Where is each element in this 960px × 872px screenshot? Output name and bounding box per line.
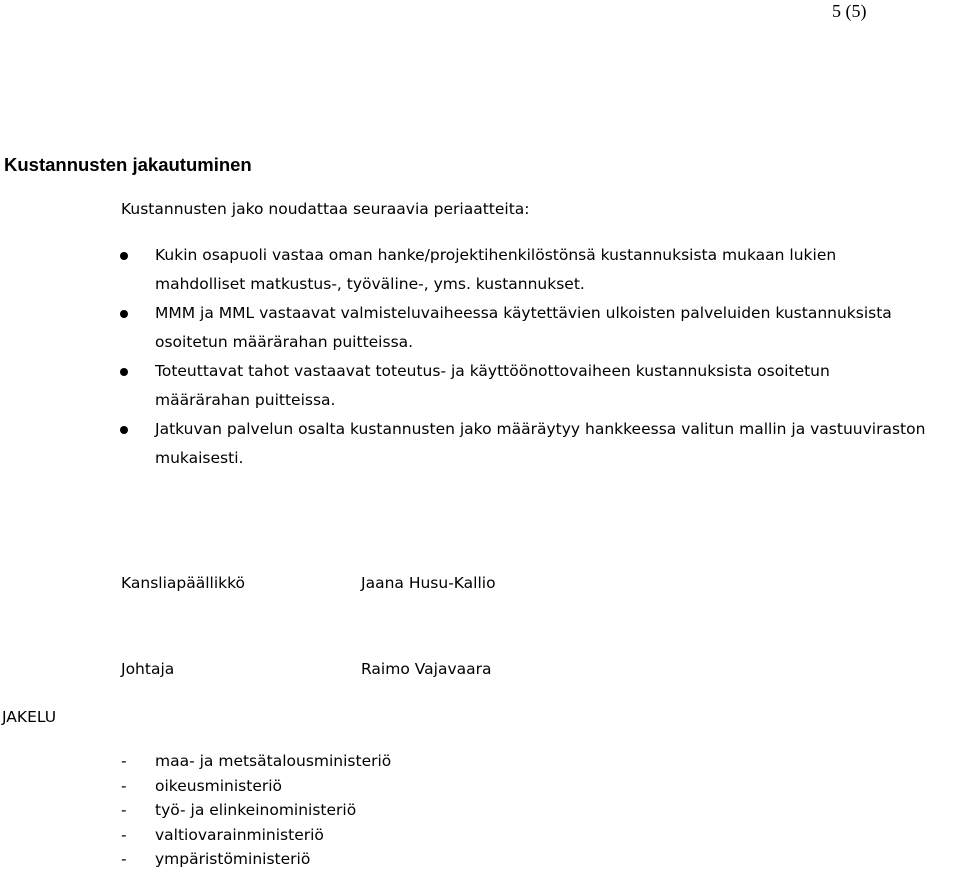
cost-principle-item — [118, 299, 960, 357]
bullet-icon — [120, 368, 128, 376]
bullet-text-line: Kukin osapuoli vastaa oman hanke/projektihenkilöstönsä kustannuksista mukaan lukien — [155, 246, 837, 264]
distribution-heading: JAKELU — [2, 708, 57, 726]
signature-title: Kansliapäällikkö — [121, 574, 246, 592]
signature-title: Johtaja — [121, 660, 175, 678]
bullet-text-line: MMM ja MML vastaavat valmisteluvaiheessa käytettävien ulkoisten palveluiden kustannuksista — [155, 304, 892, 322]
bullet-text-line: Jatkuvan palvelun osalta kustannusten jako määräytyy hankkeessa valitun mallin ja vastuuviraston — [155, 420, 926, 438]
distribution-item-label: oikeusministeriö — [155, 776, 283, 795]
bullet-text-line: osoitetun määrärahan puitteissa. — [155, 333, 414, 351]
cost-principle-item — [118, 415, 960, 473]
distribution-item-label: työ- ja elinkeinoministeriö — [155, 801, 357, 819]
distribution-item-label: ympäristöministeriö — [155, 850, 311, 868]
signature-name: Jaana Husu-Kallio — [361, 574, 496, 592]
bullet-icon — [120, 310, 128, 318]
section-heading: Kustannusten jakautuminen — [4, 154, 252, 175]
bullet-text-line: mukaisesti. — [155, 449, 244, 467]
distribution-item — [121, 749, 391, 774]
distribution-item — [121, 798, 391, 823]
distribution-item — [121, 823, 391, 848]
dash-marker: - — [121, 825, 127, 844]
dash-marker: - — [121, 801, 127, 819]
dash-marker: - — [121, 752, 127, 770]
dash-marker: - — [121, 850, 127, 868]
cost-principles-list — [118, 241, 960, 473]
distribution-item — [121, 774, 391, 799]
intro-text: Kustannusten jako noudattaa seuraavia periaatteita: — [121, 200, 530, 218]
distribution-item — [121, 847, 391, 872]
cost-principle-item — [118, 241, 960, 299]
bullet-text-line: Toteuttavat tahot vastaavat toteutus- ja käyttöönottovaiheen kustannuksista osoitetun — [155, 362, 830, 380]
bullet-icon — [120, 252, 128, 260]
bullet-icon — [120, 426, 128, 434]
signature-name: Raimo Vajavaara — [361, 660, 492, 678]
distribution-list — [121, 749, 391, 872]
page-number: 5 (5) — [832, 1, 867, 21]
cost-principle-item — [118, 357, 960, 415]
bullet-text-line: määrärahan puitteissa. — [155, 391, 336, 409]
bullet-text-line: mahdolliset matkustus-, työväline-, yms. kustannukset. — [155, 275, 585, 293]
dash-marker: - — [121, 776, 127, 795]
distribution-item-label: maa- ja metsätalousministeriö — [155, 752, 392, 770]
distribution-item-label: valtiovarainministeriö — [155, 825, 324, 844]
